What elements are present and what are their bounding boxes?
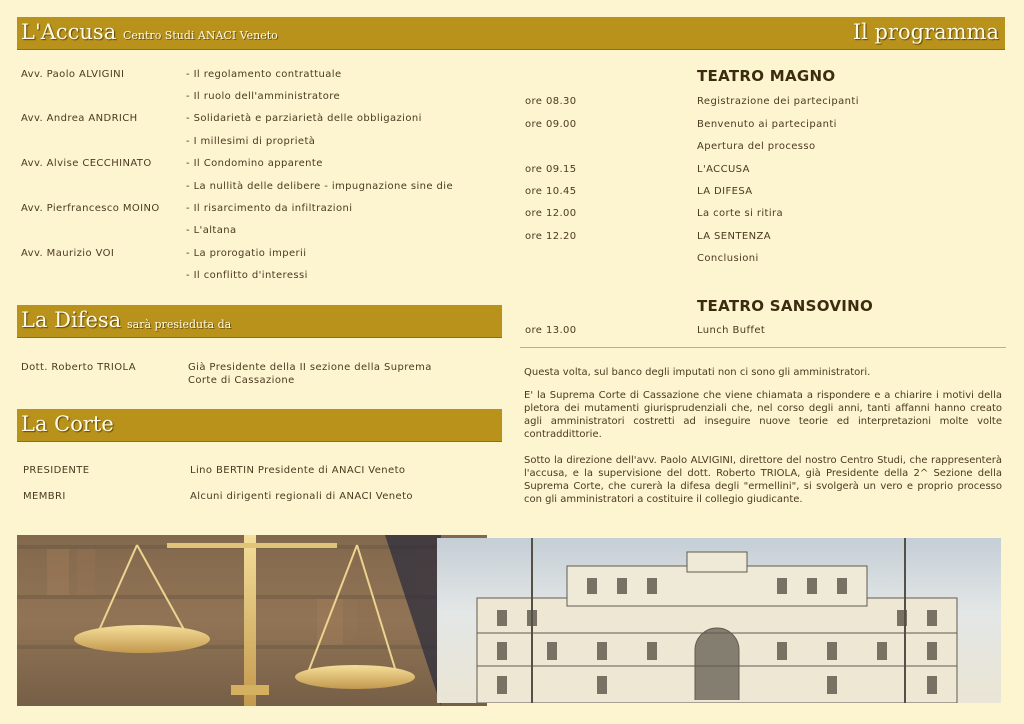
program-title: Il programma <box>852 20 999 44</box>
difesa-title: La Difesa <box>21 308 122 332</box>
schedule-time: ore 09.00 <box>525 119 577 130</box>
difesa-header-band <box>17 305 502 338</box>
schedule-time: ore 10.45 <box>525 186 577 197</box>
palazzo-di-giustizia-image <box>437 538 1001 703</box>
accusa-topic: - I millesimi di proprietà <box>186 136 316 147</box>
accusa-topic: - L'altana <box>186 225 237 236</box>
difesa-role-line1: Già Presidente della II sezione della Suprema <box>188 362 432 373</box>
corte-header-band <box>17 409 502 442</box>
accusa-topic: - Il ruolo dell'amministratore <box>186 91 341 102</box>
corte-title: La Corte <box>21 412 114 436</box>
accusa-name: Avv. Paolo ALVIGINI <box>21 69 125 80</box>
accusa-topic: - Il Condomino apparente <box>186 158 323 169</box>
schedule-event: L'ACCUSA <box>697 164 750 175</box>
schedule-event: LA DIFESA <box>697 186 753 197</box>
accusa-name: Avv. Maurizio VOI <box>21 248 115 259</box>
schedule-event: Registrazione dei partecipanti <box>697 96 859 107</box>
schedule-time: ore 09.15 <box>525 164 577 175</box>
corte-label: PRESIDENTE <box>23 465 90 476</box>
schedule-event: LA SENTENZA <box>697 231 771 242</box>
difesa-name: Dott. Roberto TRIOLA <box>21 362 136 373</box>
accusa-title: L'Accusa <box>21 20 117 44</box>
venue-teatro-magno: TEATRO MAGNO <box>697 67 836 85</box>
schedule-time: ore 12.20 <box>525 231 577 242</box>
accusa-topic: - La nullità delle delibere - impugnazione sine die <box>186 181 454 192</box>
corte-value: Alcuni dirigenti regionali di ANACI Veneto <box>190 491 413 502</box>
schedule-event: La corte si ritira <box>697 208 784 219</box>
description-p2: E' la Suprema Corte di Cassazione che viene chiamata a rispondere e a chiarire i motivi della pletora dei mutamenti giurisprudenziali che, nel corso degli anni, tanti affanni hanno creato agli amministratori costretti ad inseguire nuove teorie ed interpretazioni molte volte contraddittorie. <box>524 390 1002 440</box>
accusa-topic: - Il conflitto d'interessi <box>186 270 308 281</box>
accusa-name: Avv. Alvise CECCHINATO <box>21 158 152 169</box>
schedule-event: Benvenuto ai partecipanti <box>697 119 837 130</box>
accusa-subtitle: Centro Studi ANACI Veneto <box>123 29 278 42</box>
schedule-time: ore 08.30 <box>525 96 577 107</box>
schedule-time: ore 12.00 <box>525 208 577 219</box>
schedule-event: Apertura del processo <box>697 141 816 152</box>
accusa-topic: - La prorogatio imperii <box>186 248 307 259</box>
accusa-name: Avv. Andrea ANDRICH <box>21 113 138 124</box>
difesa-role-line2: Corte di Cassazione <box>188 375 295 386</box>
schedule-time: ore 13.00 <box>525 325 577 336</box>
difesa-subtitle: sarà presieduta da <box>127 318 232 331</box>
corte-label: MEMBRI <box>23 491 66 502</box>
accusa-topic: - Il regolamento contrattuale <box>186 69 342 80</box>
venue-teatro-sansovino: TEATRO SANSOVINO <box>697 297 874 315</box>
schedule-event: Conclusioni <box>697 253 759 264</box>
accusa-topic: - Solidarietà e parziarietà delle obbligazioni <box>186 113 422 124</box>
divider <box>520 347 1006 348</box>
trapezoid-connector <box>385 535 441 706</box>
accusa-name: Avv. Pierfrancesco MOINO <box>21 203 160 214</box>
description-p3: Sotto la direzione dell'avv. Paolo ALVIGINI, direttore del nostro Centro Studi, che rappresenterà l'accusa, e la supervisione del dott. Roberto TRIOLA, già Presidente della 2^ Sezione della Suprema Corte, che curerà la difesa degli "ermellini", si svolgerà un vero e proprio processo con gli amministratori a costituire il collegio giudicante. <box>524 455 1002 505</box>
description-p1: Questa volta, sul banco degli imputati non ci sono gli amministratori. <box>524 367 871 378</box>
corte-value: Lino BERTIN Presidente di ANACI Veneto <box>190 465 406 476</box>
schedule-event: Lunch Buffet <box>697 325 766 336</box>
accusa-topic: - Il risarcimento da infiltrazioni <box>186 203 353 214</box>
accusa-header-band <box>17 17 1005 50</box>
